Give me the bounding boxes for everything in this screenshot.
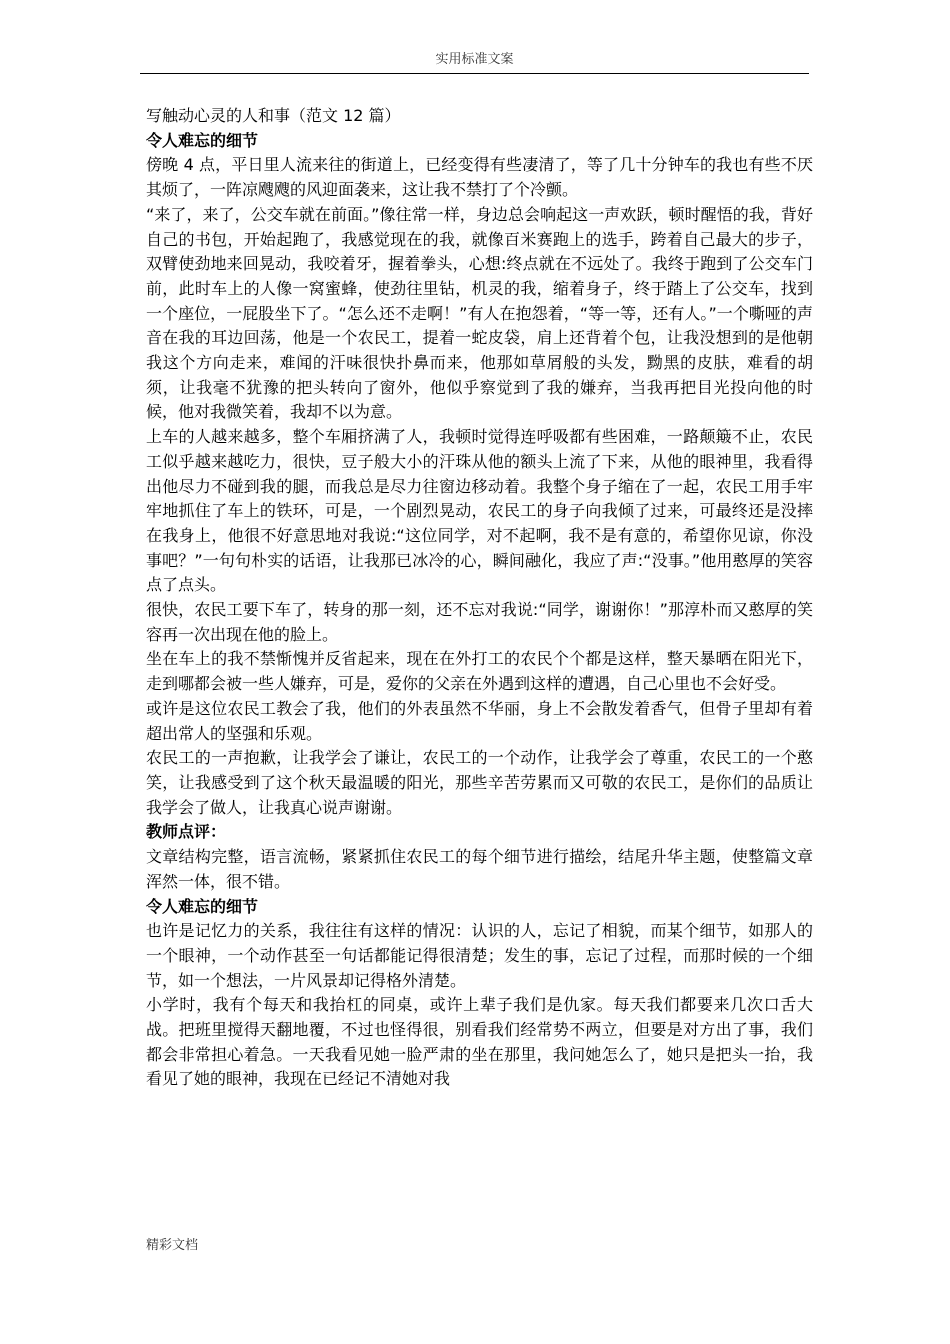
paragraph: 也许是记忆力的关系，我往往有这样的情况：认识的人，忘记了相貌，而某个细节，如那人的一个眼神，一个动作甚至一句话都能记得很清楚；发生的事，忘记了过程，而那时候的一个细节，如一个想法，一片风景却记得格外清楚。 (146, 921, 813, 990)
section-heading: 令人难忘的细节 (146, 896, 259, 916)
paragraph: 小学时，我有个每天和我抬杠的同桌，或许上辈子我们是仇家。每天我们都要来几次口舌大战。把班里搅得天翻地覆，不过也怪得很，别看我们经常势不两立，但要是对方出了事，我们都会非常担心着急。一天我看见她一脸严肃的坐在那里，我问她怎么了，她只是把头一抬，我看见了她的眼神，我现在已经记不清她对我 (146, 995, 813, 1089)
paragraph: 很快，农民工要下车了，转身的那一刻，还不忘对我说:“同学，谢谢你！”那淳朴而又憨厚的笑容再一次出现在他的脸上。 (146, 600, 813, 644)
footer-text: 精彩文档 (146, 1238, 199, 1253)
paragraph: 或许是这位农民工教会了我，他们的外表虽然不华丽，身上不会散发着香气，但骨子里却有着超出常人的坚强和乐观。 (146, 698, 813, 743)
paragraph: 上车的人越来越多，整个车厢挤满了人，我顿时觉得连呼吸都有些困难，一路颠簸不止，农民工似乎越来越吃力，很快，豆子般大小的汗珠从他的额头上流了下来，从他的眼神里，我看得出他尽力不碰到我的腿，而我总是尽力往窗边移动着。我整个身子缩在了一起，农民工用手牢牢地抓住了车上的铁环，可是，一个剧烈晃动，农民工的身子向我倾了过来，可最终还是没摔在我身上，他很不好意思地对我说:“这位同学，对不起啊，我不是有意的，希望你见谅，你没事吧？”一句句朴实的话语，让我那已冰冷的心，瞬间融化，我应了声:“没事。”他用憨厚的笑容点了点头。 (146, 427, 813, 595)
paragraph: 傍晚 4 点，平日里人流来往的街道上，已经变得有些凄清了，等了几十分钟车的我也有些不厌其烦了，一阵凉飕飕的风迎面袭来，这让我不禁打了个冷颤。 (146, 155, 813, 200)
section-heading: 令人难忘的细节 (146, 130, 259, 150)
paragraph: 坐在车上的我不禁惭愧并反省起来，现在在外打工的农民个个都是这样，整天暴晒在阳光下，走到哪都会被一些人嫌弃，可是，爱你的父亲在外遇到这样的遭遇，自己心里也不会好受。 (146, 649, 813, 694)
page-header (140, 50, 809, 74)
document-body (146, 104, 813, 1092)
paragraph: 文章结构完整，语言流畅，紧紧抓住农民工的每个细节进行描绘，结尾升华主题，使整篇文章浑然一体，很不错。 (146, 847, 813, 891)
header-text: 实用标准文案 (435, 52, 514, 67)
paragraph: 农民工的一声抱歉，让我学会了谦让，农民工的一个动作，让我学会了尊重，农民工的一个憨笑，让我感受到了这个秋天最温暖的阳光，那些辛苦劳累而又可敬的农民工，是你们的品质让我学会了做人，让我真心说声谢谢。 (146, 748, 813, 817)
teacher-comment-heading: 教师点评： (146, 822, 227, 842)
page-footer (146, 1234, 198, 1253)
document-title: 写触动心灵的人和事（范文 12 篇） (146, 106, 401, 125)
paragraph: “来了，来了，公交车就在前面。”像往常一样，身边总会响起这一声欢跃，顿时醒悟的我，背好自己的书包，开始起跑了，我感觉现在的我，就像百米赛跑上的选手，跨着自己最大的步子，双臂使劲地来回晃动，我咬着牙，握着拳头，心想:终点就在不远处了。我终于跑到了公交车门前，此时车上的人像一窝蜜蜂，使劲往里钻，机灵的我，缩着身子，终于踏上了公交车，找到一个座位，一屁股坐下了。“怎么还不走啊！”有人在抱怨着，“等一等，还有人。”一个嘶哑的声音在我的耳边回荡，他是一个农民工，提着一蛇皮袋，肩上还背着个包，让我没想到的是他朝我这个方向走来，难闻的汗味很快扑鼻而来，他那如草屑般的头发，黝黑的皮肤，难看的胡须，让我毫不犹豫的把头转向了窗外，他似乎察觉到了我的嫌弃，当我再把目光投向他的时候，他对我微笑着，我却不以为意。 (146, 204, 813, 422)
